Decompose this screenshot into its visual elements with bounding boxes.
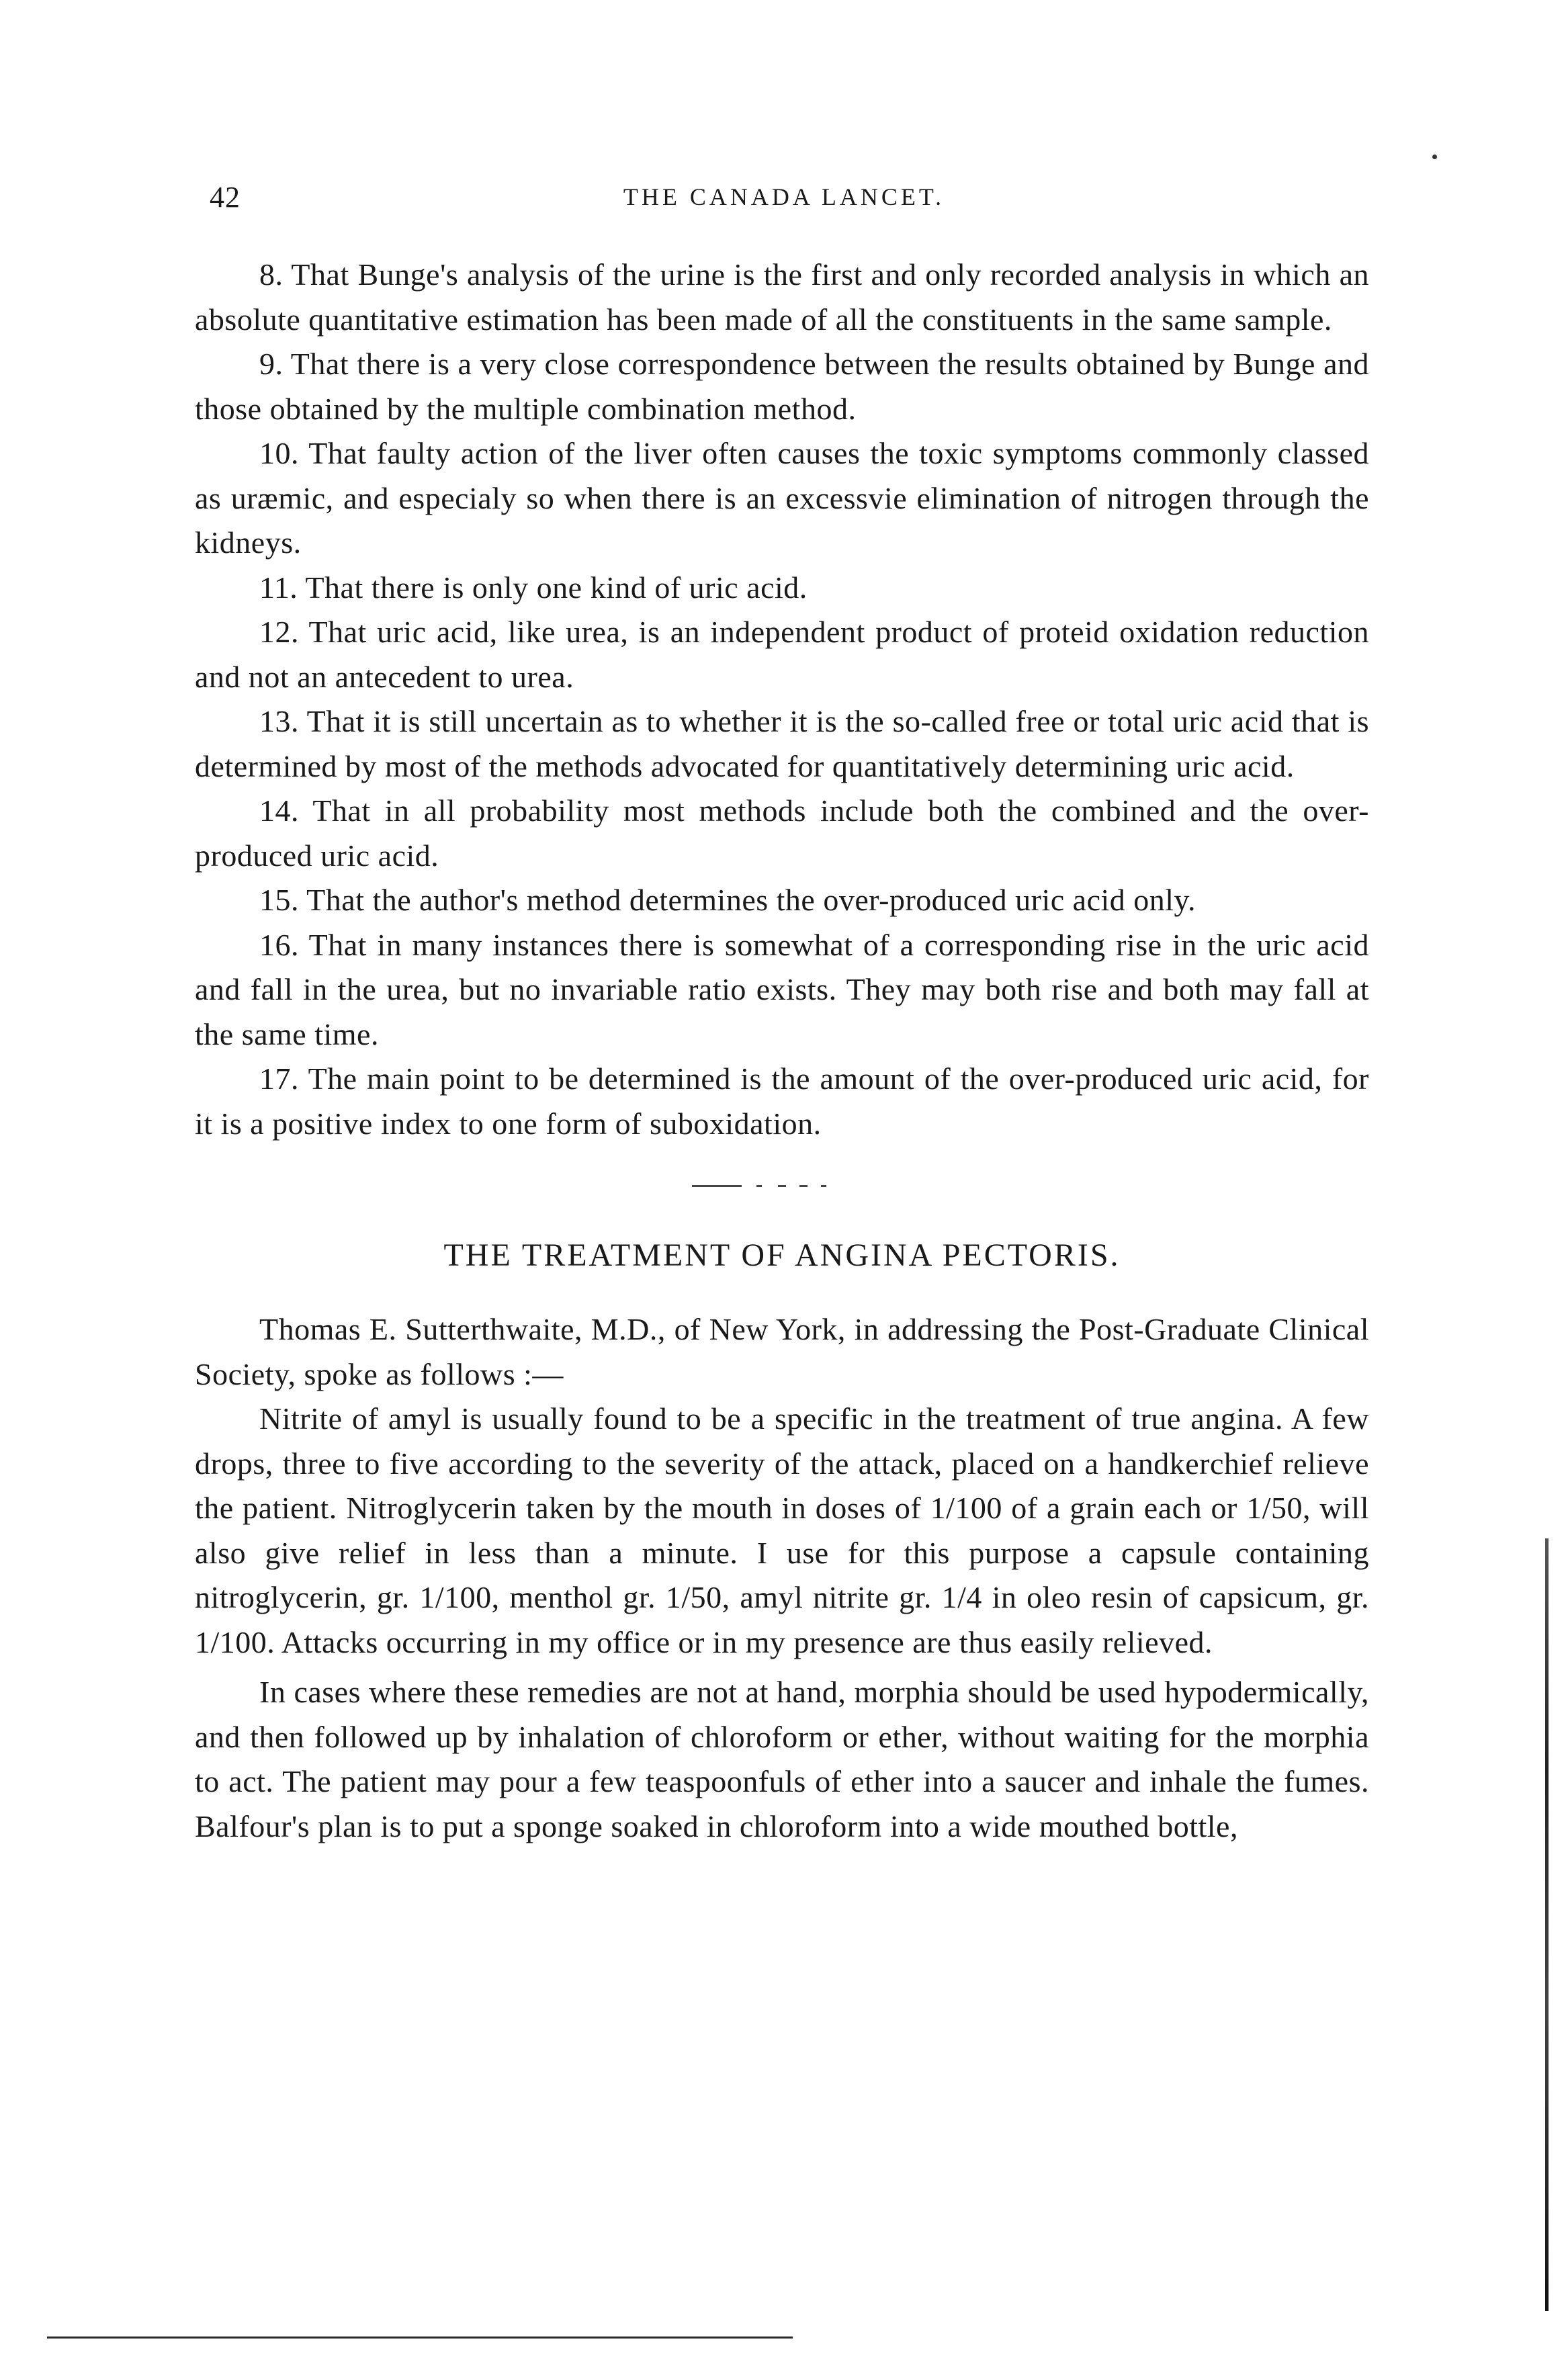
article-paragraph: Nitrite of amyl is usually found to be a specific in the treatment of true angina. A few drops, three to five according to the severity of the attack, placed on a handkerchief relieve the patient. Nitroglycerin taken by the mouth in doses of 1/100 of a grain each or 1/50, will also give relief in less than a minute. I use for this purpose a capsule containing nitroglycerin, gr. 1/100, menthol gr. 1/50, amyl nitrite gr. 1/4 in oleo resin of capsicum, gr. 1/100. Attacks occurring in my office or in my presence are thus easily relieved.	[195, 1401, 1369, 1659]
conclusion-10: 10. That faulty action of the liver often causes the toxic symptoms commonly classed as uræmic, and especialy so when there is an excessvie elimination of nitrogen through the kidneys.	[195, 436, 1369, 560]
section-divider	[195, 1146, 1369, 1233]
conclusion-12: 12. That uric acid, like urea, is an independent product of proteid oxidation reduction and not an antecedent to urea.	[195, 615, 1369, 694]
article-title: THE TREATMENT OF ANGINA PECTORIS.	[443, 1237, 1121, 1273]
conclusion-15: 15. That the author's method determines the over-produced uric acid only.	[259, 883, 1196, 917]
article-intro-paragraph: Thomas E. Sutterthwaite, M.D., of New York, in addressing the Post-Graduate Clinical Society, spoke as follows :—	[195, 1312, 1369, 1391]
conclusion-14: 14. That in all probability most methods include both the combined and the over-produced uric acid.	[195, 793, 1369, 873]
conclusion-17: 17. The main point to be determined is the amount of the over-produced uric acid, for it is a positive index to one form of suboxidation.	[195, 1061, 1369, 1141]
scan-speck	[1432, 155, 1437, 159]
conclusion-9: 9. That there is a very close correspondence between the results obtained by Bunge and those obtained by the multiple combination method.	[195, 347, 1369, 426]
conclusion-11: 11. That there is only one kind of uric acid.	[259, 570, 808, 605]
conclusion-13: 13. That it is still uncertain as to whether it is the so-called free or total uric acid that is determined by most of the methods advocated for quantitatively determining uric acid.	[195, 704, 1369, 783]
article-paragraph: In cases where these remedies are not at hand, morphia should be used hypodermically, and then followed up by inhalation of chloroform or ether, without waiting for the morphia to act. The patient may pour a few teaspoonfuls of ether into a saucer and inhale the fumes. Balfour's plan is to put a sponge soaked in chloroform into a wide mouthed bottle,	[195, 1675, 1369, 1843]
scan-edge-mark	[1545, 1538, 1549, 2311]
page-number: 42	[210, 181, 241, 214]
bottom-rule	[47, 2337, 793, 2339]
conclusion-16: 16. That in many instances there is somewhat of a corresponding rise in the uric acid and fall in the urea, but no invariable ratio exists. They may both rise and both may fall at the same time.	[195, 927, 1369, 1051]
body-text	[195, 253, 1369, 1849]
running-title: THE CANADA LANCET.	[623, 183, 945, 210]
conclusion-8: 8. That Bunge's analysis of the urine is the first and only recorded analysis in which an absolute quantitative estimation has been made of all the constituents in the same sample.	[195, 257, 1369, 337]
